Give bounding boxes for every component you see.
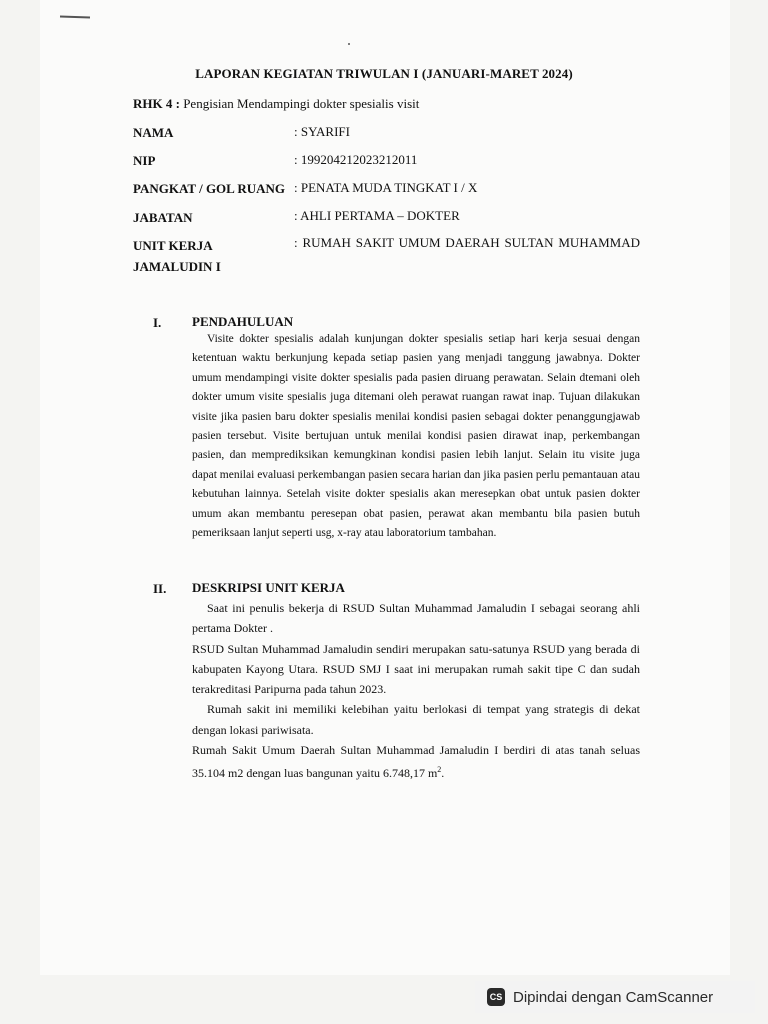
pangkat-label: PANGKAT / GOL RUANG [133,181,286,196]
unit-kerja-label: UNIT KERJA [133,238,213,253]
pangkat-value: : PENATA MUDA TINGKAT I / X [294,180,478,195]
section2-number: II. [153,581,167,596]
camscanner-text: Dipindai dengan CamScanner [513,988,714,1006]
unit-kerja-value-continued: JAMALUDIN I [133,259,221,274]
section2-p4-end: . [441,766,445,781]
section2-heading: DESKRIPSI UNIT KERJA [192,580,345,595]
section2-paragraph-2: RSUD Sultan Muhammad Jamaludin sendiri merupakan satu-satunya RSUD yang berada di kabupaten Kayong Utara. RSUD SMJ I saat ini merupakan rumah sakit tipe C dan sudah terakreditasi Paripurna pada tahun 2023. [192,641,640,697]
rhk-text: Pengisian Mendampingi dokter spesialis visit [183,96,420,111]
section1-number: I. [153,315,162,330]
section2-p4-text: Rumah Sakit Umum Daerah Sultan Muhammad Jamaludin I berdiri di atas tanah seluas 35.104 m2 dengan luas bangunan yaitu 6.748,17 m [192,743,640,781]
rhk-line [133,96,419,112]
section2-paragraph-1: Saat ini penulis bekerja di RSUD Sultan Muhammad Jamaludin I sebagai seorang ahli pertama Dokter . [192,601,640,636]
section1-heading: PENDAHULUAN [192,314,294,329]
unit-kerja-value: : RUMAH SAKIT UMUM DAERAH SULTAN MUHAMMAD [294,235,640,250]
report-title: LAPORAN KEGIATAN TRIWULAN I (JANUARI-MARET 2024) [195,66,573,81]
rhk-label: RHK 4 : [133,96,180,111]
section1-paragraph: Visite dokter spesialis adalah kunjungan dokter spesialis setiap hari kerja sesuai dengan ketentuan waktu berkunjung kepada setiap pasien yang menjadi tanggung jawabnya. Dokter umum mendampingi visite dokter spesialis pada pasien diruang perawatan. Selain dtemani oleh dokter umum visite spesialis juga ditemani oleh perawat ruangan rawat inap. Tujuan dilakukan visite jika pasien baru dokter spesialis menilai kondisi pasien sebagai dokter penanggungjawab pasien tersebut. Visite bertujuan untuk menilai kondisi pasien dirawat inap, perkembangan pasien, dan memprediksikan kemungkinan kondisi pasien lebih lanjut. Selain itu visite juga dapat menilai evaluasi perkembangan pasien secara harian dan jika pasien perlu pemantauan atau kebutuhan lainnya. Setelah visite dokter spesialis akan meresepkan obat untuk pasien dokter umum akan membantu peresepan obat pasien, perawat akan membantu bila pasien butuh pemeriksaan lanjut seperti usg, x-ray atau laboratorium tambahan. [192,333,640,540]
camscanner-watermark [475,981,755,1013]
nama-label: NAMA [133,125,174,140]
jabatan-value: : AHLI PERTAMA – DOKTER [294,208,460,223]
section2-body [192,598,640,784]
section2-paragraph-3: Rumah sakit ini memiliki kelebihan yaitu berlokasi di tempat yang strategis di dekat dengan lokasi pariwisata. [192,702,640,737]
jabatan-label: JABATAN [133,210,193,225]
nip-value: : 199204212023212011 [294,152,418,167]
section2-paragraph-4 [192,740,640,784]
nama-value: : SYARIFI [294,124,350,139]
scan-artifact-dot [348,43,350,45]
camscanner-logo-icon: CS [487,988,505,1006]
section2-p4-superscript: 2 [437,765,442,775]
section1-body [192,330,640,543]
nip-label: NIP [133,153,156,168]
